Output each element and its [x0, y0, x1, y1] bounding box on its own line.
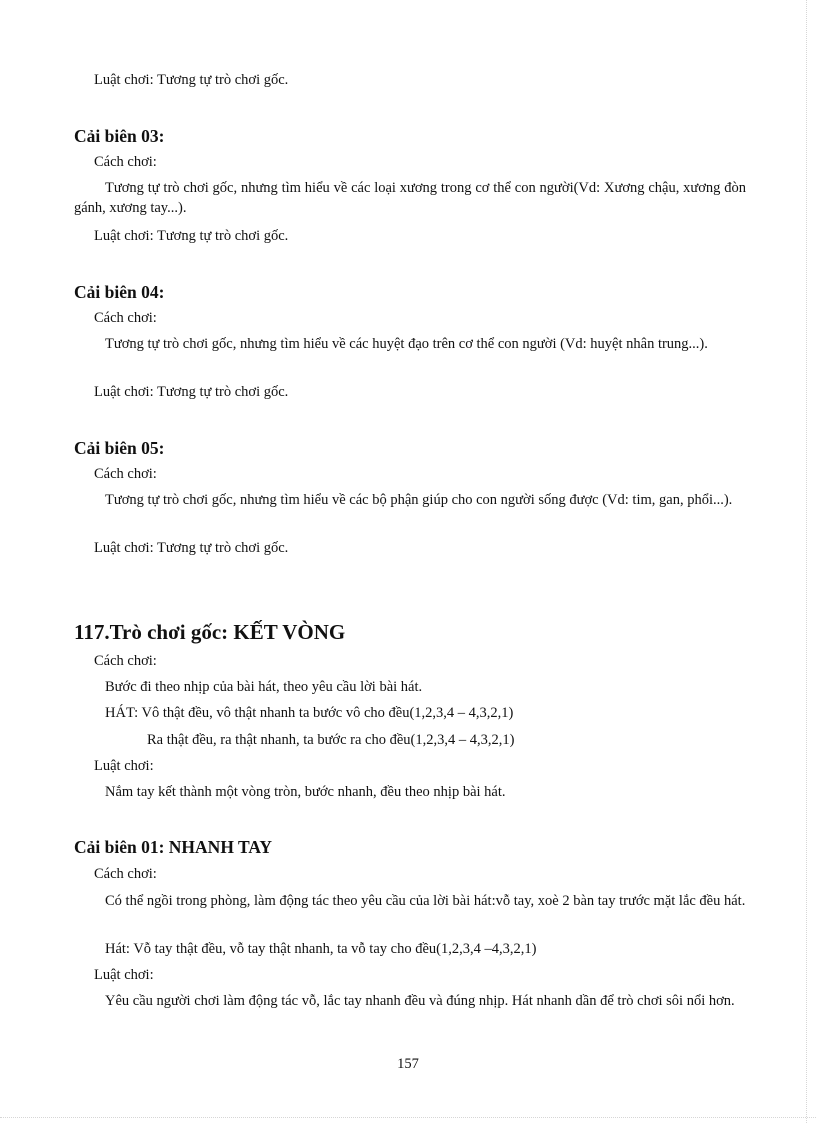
game-117-song-line-1: HÁT: Vô thật đều, vô thật nhanh ta bước vô cho đều(1,2,3,4 – 4,3,2,1) [105, 705, 514, 721]
variant-01-heading: Cải biên 01: NHANH TAY [74, 837, 273, 857]
game-117-step: Bước đi theo nhịp của bài hát, theo yêu cầu lời bài hát. [105, 679, 423, 695]
variant-01-body: Có thể ngồi trong phòng, làm động tác theo yêu cầu của lời bài hát:vỗ tay, xoè 2 bàn tay trước mặt lắc đều hát. [105, 893, 746, 909]
how-to-play-label: Cách chơi: [94, 866, 157, 882]
how-to-play-label: Cách chơi: [94, 154, 157, 170]
how-to-play-label: Cách chơi: [94, 310, 157, 326]
game-117-heading: 117.Trò chơi gốc: KẾT VÒNG [74, 620, 346, 644]
rules-label: Luật chơi: [94, 967, 154, 983]
variant-04-body: Tương tự trò chơi gốc, nhưng tìm hiểu về các huyệt đạo trên cơ thể con người (Vd: huyệt nhân trung...). [105, 336, 708, 352]
rule-text: Luật chơi: Tương tự trò chơi gốc. [94, 540, 289, 556]
page-bottom-line [0, 1117, 816, 1118]
how-to-play-label: Cách chơi: [94, 466, 157, 482]
variant-01-rule-body: Yêu cầu người chơi làm động tác vỗ, lắc tay nhanh đều và đúng nhịp. Hát nhanh dần để trò chơi sôi nổi hơn. [105, 993, 735, 1009]
variant-05-heading: Cải biên 05: [74, 438, 165, 458]
page-edge-line [806, 0, 807, 1123]
variant-01-song: Hát: Vỗ tay thật đều, vỗ tay thật nhanh, ta vỗ tay cho đều(1,2,3,4 –4,3,2,1) [105, 941, 537, 957]
rule-text: Luật chơi: Tương tự trò chơi gốc. [94, 384, 289, 400]
variant-05-body: Tương tự trò chơi gốc, nhưng tìm hiểu về các bộ phận giúp cho con người sống được (Vd: tim, gan, phổi...). [105, 492, 733, 508]
variant-03-heading: Cải biên 03: [74, 126, 165, 146]
game-117-song-line-2: Ra thật đều, ra thật nhanh, ta bước ra cho đều(1,2,3,4 – 4,3,2,1) [147, 732, 515, 748]
rule-text: Luật chơi: Tương tự trò chơi gốc. [94, 228, 289, 244]
variant-04-heading: Cải biên 04: [74, 282, 165, 302]
how-to-play-label: Cách chơi: [94, 653, 157, 669]
game-117-rule-body: Nắm tay kết thành một vòng tròn, bước nhanh, đều theo nhịp bài hát. [105, 784, 506, 800]
rules-label: Luật chơi: [94, 758, 154, 774]
rule-text: Luật chơi: Tương tự trò chơi gốc. [94, 72, 289, 88]
variant-03-body: Tương tự trò chơi gốc, nhưng tìm hiểu về các loại xương trong cơ thể con người(Vd: Xương chậu, xương đòn gánh, xương tay...). [74, 180, 746, 216]
page-number: 157 [397, 1056, 419, 1072]
